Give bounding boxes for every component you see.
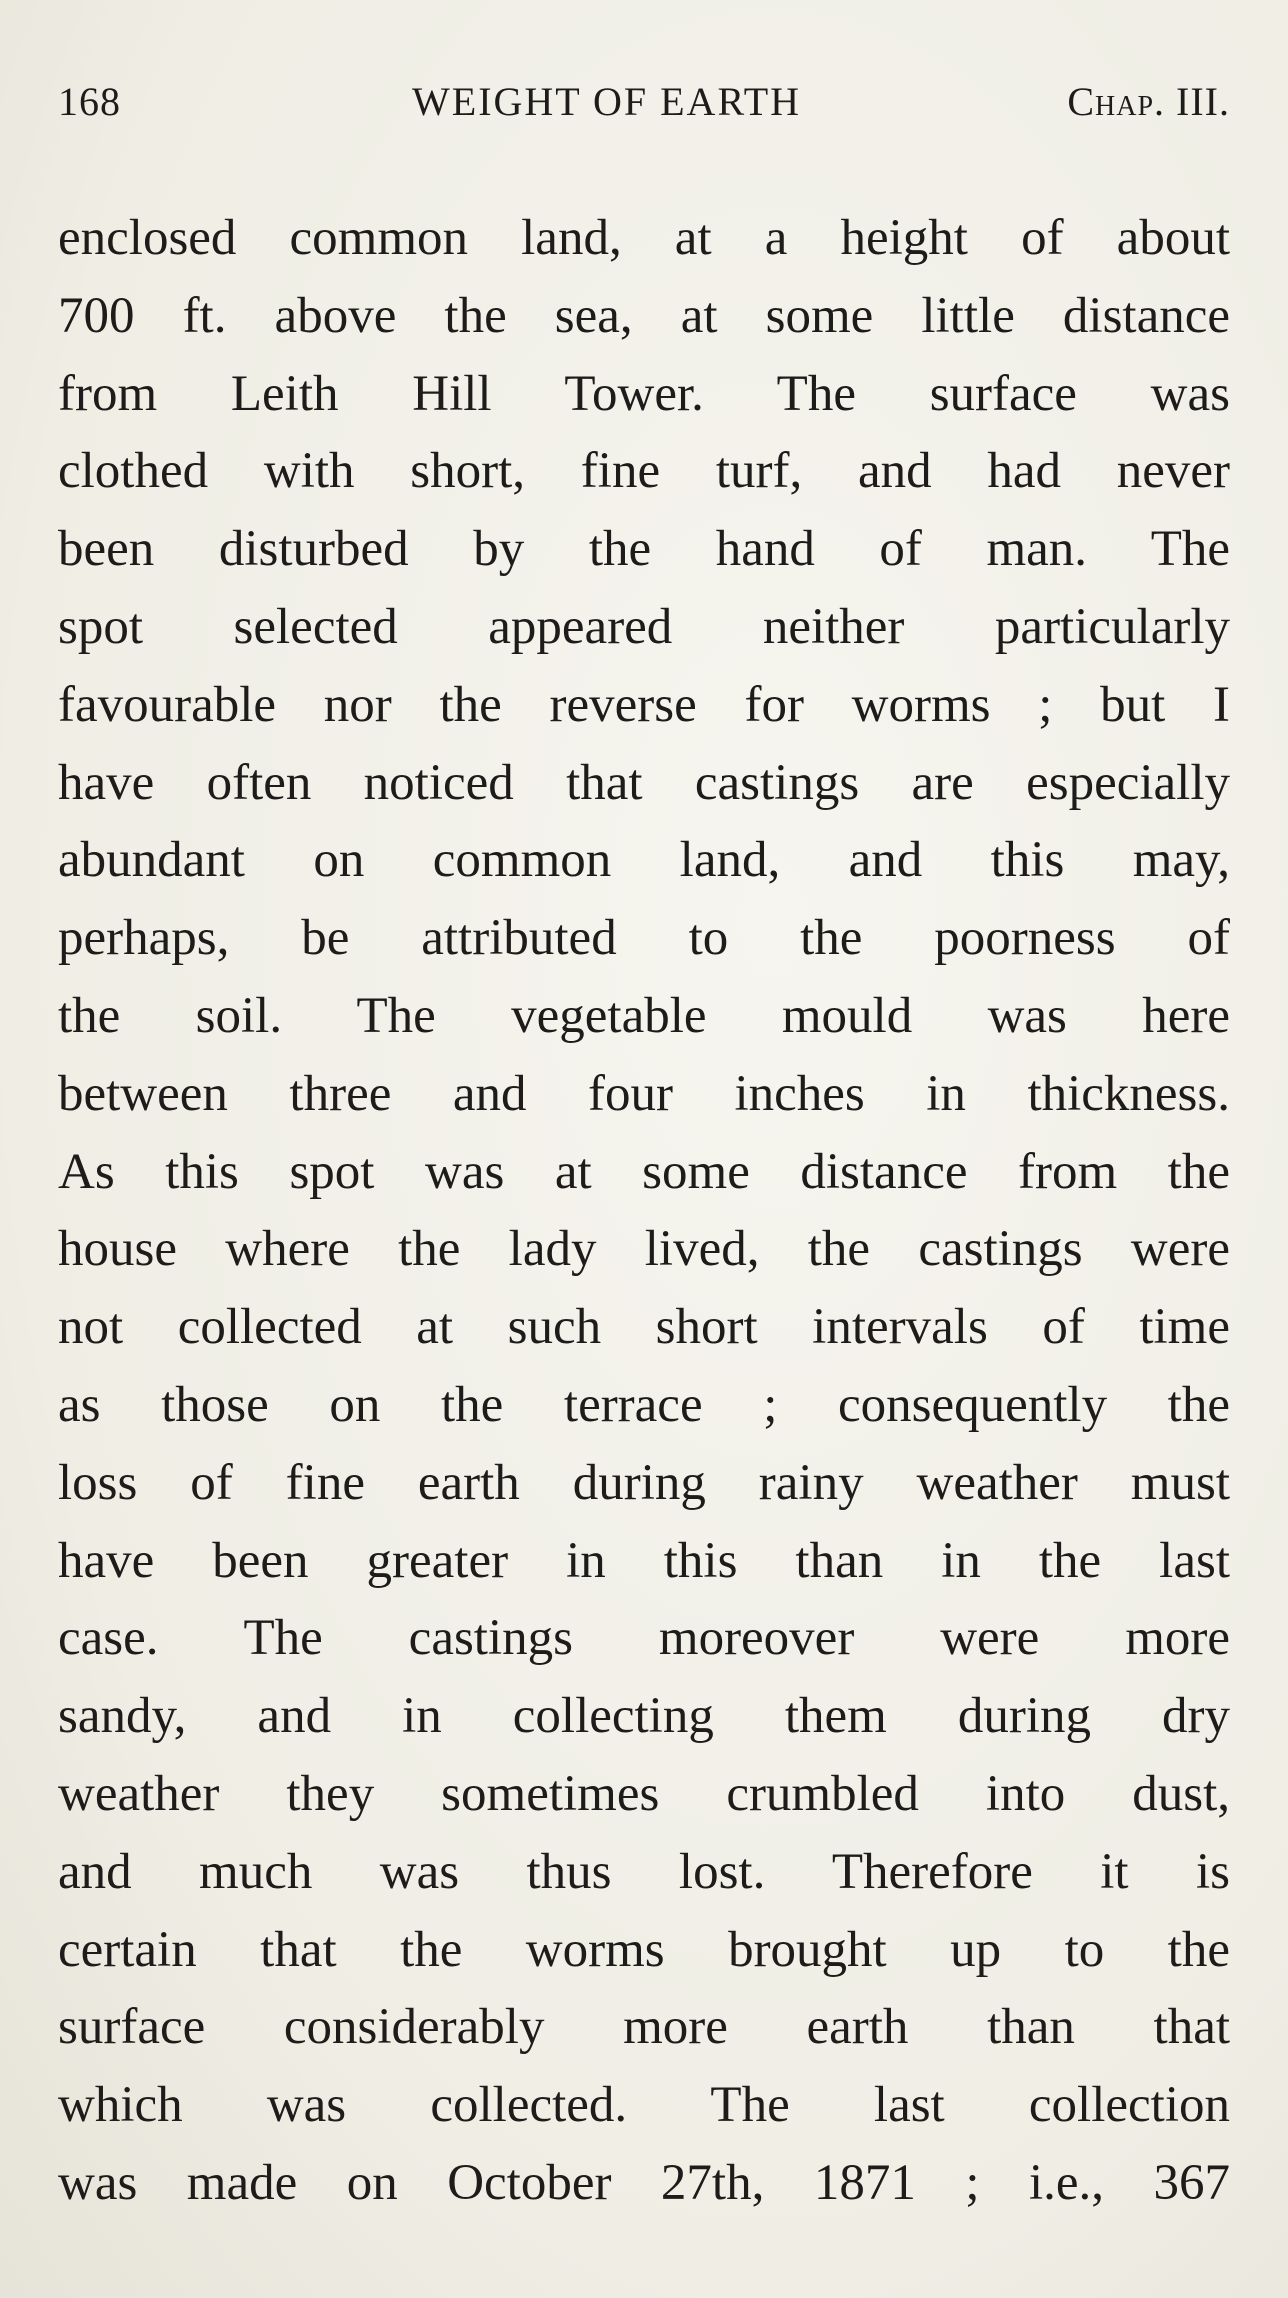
text-line: not collected at such short intervals of time [58, 1299, 1230, 1356]
running-header [58, 78, 1230, 138]
text-line: abundant on common land, and this may, [58, 832, 1230, 889]
text-line: certain that the worms brought up to the [58, 1921, 1230, 1978]
text-line: 700 ft. above the sea, at some little distance [58, 287, 1230, 344]
text-line: perhaps, be attributed to the poorness of [58, 910, 1230, 967]
text-line: been disturbed by the hand of man. The [58, 521, 1230, 578]
text-line: spot selected appeared neither particularly [58, 598, 1230, 655]
page-number: 168 [58, 79, 121, 124]
text-line: have often noticed that castings are especially [58, 754, 1230, 811]
text-line: As this spot was at some distance from the [58, 1143, 1230, 1200]
text-line: which was collected. The last collection [58, 2077, 1230, 2134]
text-line: the soil. The vegetable mould was here [58, 987, 1230, 1044]
text-line: loss of fine earth during rainy weather must [58, 1454, 1230, 1511]
text-line: weather they sometimes crumbled into dust, [58, 1765, 1230, 1822]
text-line: house where the lady lived, the castings were [58, 1221, 1230, 1278]
text-line: sandy, and in collecting them during dry [58, 1688, 1230, 1745]
text-line: as those on the terrace ; consequently the [58, 1376, 1230, 1433]
chapter-label: Chap. III. [1067, 79, 1230, 124]
text-line: between three and four inches in thickness. [58, 1065, 1230, 1122]
text-line: was made on October 27th, 1871 ; i.e., 367 [58, 2154, 1230, 2211]
body-text [58, 200, 1230, 2223]
text-line: have been greater in this than in the last [58, 1532, 1230, 1589]
text-line: surface considerably more earth than that [58, 1999, 1230, 2056]
text-line: clothed with short, fine turf, and had never [58, 443, 1230, 500]
text-line: and much was thus lost. Therefore it is [58, 1843, 1230, 1900]
text-line: enclosed common land, at a height of about [58, 210, 1230, 266]
text-line: favourable nor the reverse for worms ; but I [58, 676, 1230, 733]
text-line: case. The castings moreover were more [58, 1610, 1230, 1667]
running-title: WEIGHT OF EARTH [412, 79, 802, 124]
text-line: from Leith Hill Tower. The surface was [58, 365, 1230, 422]
